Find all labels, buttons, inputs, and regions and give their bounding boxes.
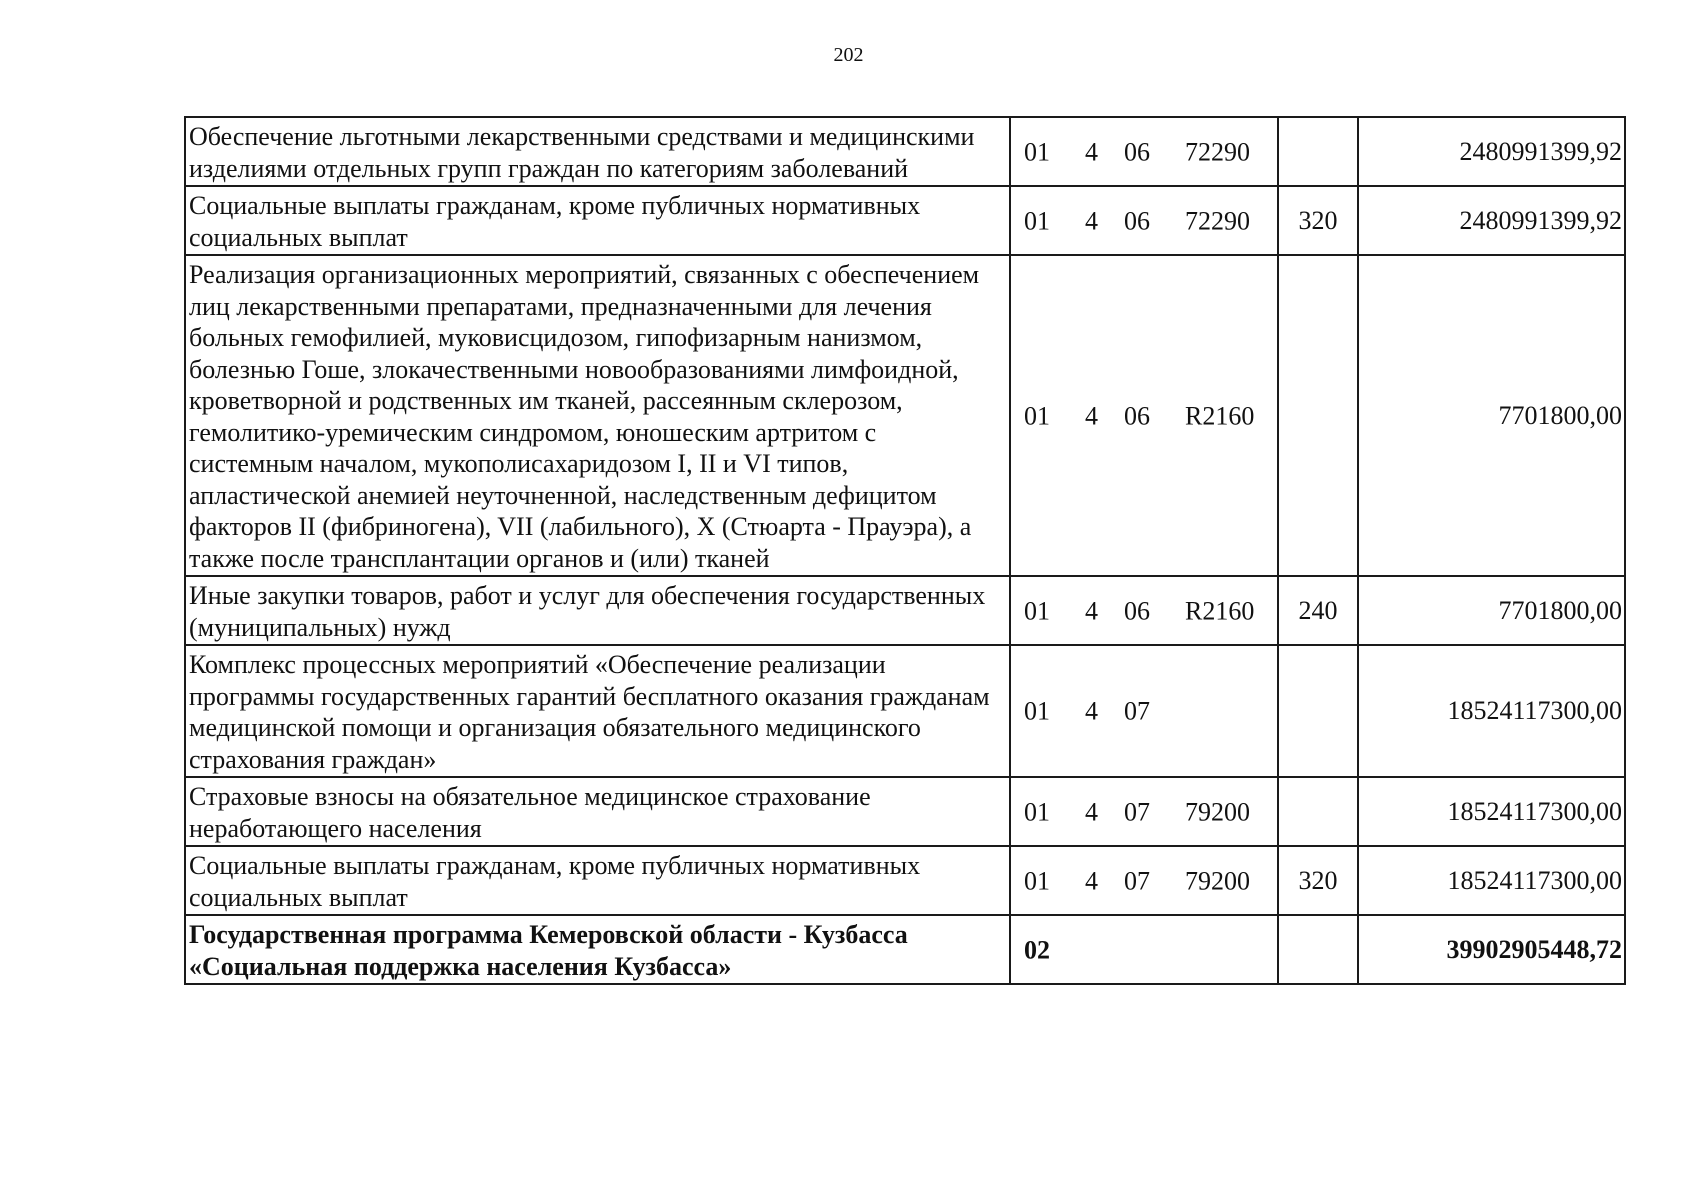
row-target-article-code [1010,846,1278,915]
row-amount: 18524117300,00 [1358,645,1625,777]
subprogram-code: 4 [1085,865,1098,895]
row-description: Социальные выплаты гражданам, кроме публичных нормативных социальных выплат [185,186,1010,255]
row-expense-type [1278,117,1358,186]
expense-direction-code: R2160 [1185,400,1255,430]
table-row [185,645,1625,777]
row-description: Иные закупки товаров, работ и услуг для обеспечения государственных (муниципальных) нужд [185,576,1010,645]
main-activity-code: 06 [1124,136,1150,166]
expense-direction-code: 72290 [1185,205,1250,235]
row-expense-type: 240 [1278,576,1358,645]
program-code: 01 [1024,696,1050,726]
row-description: Комплекс процессных мероприятий «Обеспечение реализации программы государственных гарантий бесплатного оказания гражданам медицинской помощи и организация обязательного медицинского страхования граждан» [185,645,1010,777]
subprogram-code: 4 [1085,696,1098,726]
main-activity-code: 06 [1124,205,1150,235]
main-activity-code: 07 [1124,696,1150,726]
program-code: 01 [1024,400,1050,430]
row-expense-type: 320 [1278,846,1358,915]
program-code: 01 [1024,796,1050,826]
budget-table [184,116,1626,985]
program-code: 01 [1024,205,1050,235]
row-amount: 7701800,00 [1358,255,1625,576]
subprogram-code: 4 [1085,595,1098,625]
row-amount: 39902905448,72 [1358,915,1625,984]
program-code: 02 [1024,934,1050,964]
expense-direction-code: R2160 [1185,595,1255,625]
row-target-article-code [1010,255,1278,576]
row-target-article-code [1010,186,1278,255]
subprogram-code: 4 [1085,205,1098,235]
row-amount: 7701800,00 [1358,576,1625,645]
table-row [185,186,1625,255]
table-row [185,777,1625,846]
row-expense-type [1278,645,1358,777]
row-target-article-code [1010,777,1278,846]
expense-direction-code: 72290 [1185,136,1250,166]
table-row [185,915,1625,984]
page-number: 202 [833,44,864,66]
row-description: Страховые взносы на обязательное медицинское страхование неработающего населения [185,777,1010,846]
row-target-article-code [1010,915,1278,984]
row-amount: 18524117300,00 [1358,777,1625,846]
row-target-article-code [1010,645,1278,777]
row-target-article-code [1010,576,1278,645]
row-amount: 2480991399,92 [1358,117,1625,186]
main-activity-code: 06 [1124,400,1150,430]
main-activity-code: 07 [1124,796,1150,826]
row-amount: 18524117300,00 [1358,846,1625,915]
row-amount: 2480991399,92 [1358,186,1625,255]
row-expense-type: 320 [1278,186,1358,255]
row-expense-type [1278,777,1358,846]
table-row [185,576,1625,645]
row-expense-type [1278,915,1358,984]
main-activity-code: 06 [1124,595,1150,625]
table-row [185,846,1625,915]
subprogram-code: 4 [1085,400,1098,430]
row-description: Обеспечение льготными лекарственными средствами и медицинскими изделиями отдельных групп граждан по категориям заболеваний [185,117,1010,186]
main-activity-code: 07 [1124,865,1150,895]
row-expense-type [1278,255,1358,576]
table-row [185,117,1625,186]
row-description: Социальные выплаты гражданам, кроме публичных нормативных социальных выплат [185,846,1010,915]
program-code: 01 [1024,865,1050,895]
row-target-article-code [1010,117,1278,186]
subprogram-code: 4 [1085,796,1098,826]
subprogram-code: 4 [1085,136,1098,166]
expense-direction-code: 79200 [1185,796,1250,826]
row-description: Реализация организационных мероприятий, связанных с обеспечением лиц лекарственными препаратами, предназначенными для лечения больных гемофилией, муковисцидозом, гипофизарным нанизмом, болезнью Гоше, злокачественными новообразованиями лимфоидной, кроветворной и родственных им тканей, рассеянным склерозом, гемолитико-уремическим синдромом, юношеским артритом с системным началом, мукополисахаридозом I, II и VI типов, апластической анемией неуточненной, наследственным дефицитом факторов II (фибриногена), VII (лабильного), X (Стюарта - Прауэра), а также после трансплантации органов и (или) тканей [185,255,1010,576]
program-code: 01 [1024,595,1050,625]
expense-direction-code: 79200 [1185,865,1250,895]
row-description: Государственная программа Кемеровской области - Кузбасса «Социальная поддержка населения Кузбасса» [185,915,1010,984]
budget-table-body [185,117,1625,984]
table-row [185,255,1625,576]
program-code: 01 [1024,136,1050,166]
